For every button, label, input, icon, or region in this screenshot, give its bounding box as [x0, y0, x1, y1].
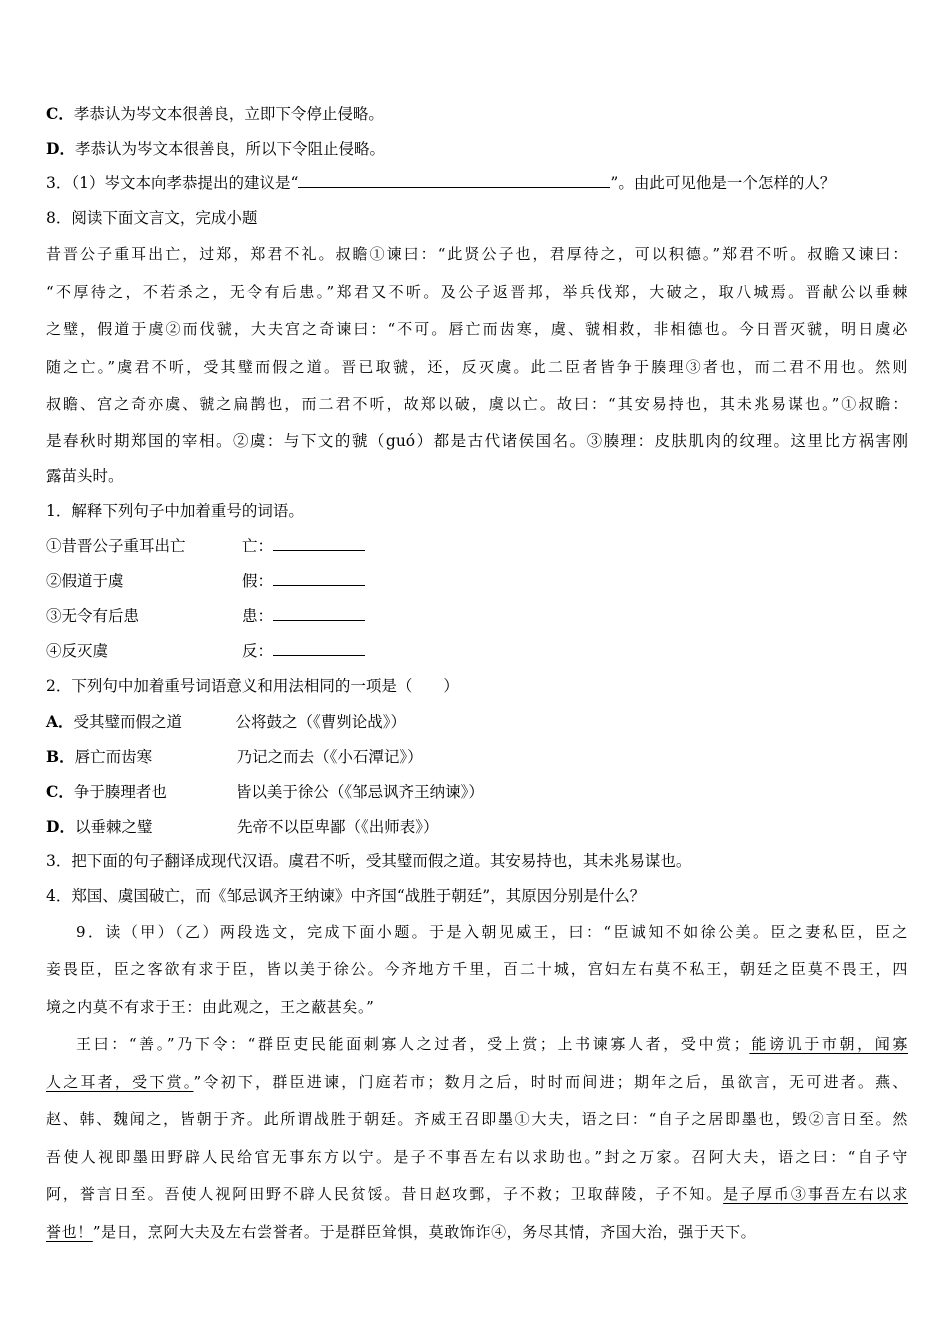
question-prefix: 3．（1）岑文本向孝恭提出的建议是“ [46, 174, 299, 192]
question-3-prev [46, 166, 908, 201]
option-right: 先帝不以臣卑鄙（《出师表》） [236, 817, 439, 836]
option-label: A． [46, 711, 74, 731]
passage-text: 阿，誉言日至。吾使人视阿田野不辟人民贫馁。昔日赵攻鄄，子不救；卫取薛陵，子不知。 [46, 1185, 724, 1203]
passage-line [46, 1064, 908, 1102]
vocab-sentence: ①昔晋公子重耳出亡 [46, 536, 186, 555]
option-d [46, 131, 908, 166]
passage-line: “不厚待之，不若杀之，无令有后患。”郑君又不听。及公子返晋邦，举兵伐郑，大破之，取八城焉。晋献公以垂棘 [46, 282, 908, 301]
option-right: 公将鼓之（《曹刿论战》） [235, 712, 407, 731]
passage-line: 妾畏臣，臣之客欲有求于臣，皆以美于徐公。今齐地方千里，百二十城，宫妇左右莫不私王，朝廷之臣莫不畏王，四 [46, 960, 908, 978]
passage-text: 王曰：“善。”乃下令：“群臣吏民能面刺寡人之过者，受上赏；上书谏寡人者，受中赏； [76, 1035, 750, 1053]
underlined-sentence: 能谤讥于市朝，闻寡 [749, 1035, 908, 1053]
sub-question-1: 1．解释下列句子中加着重号的词语。 [46, 501, 304, 520]
option-label: C． [46, 104, 74, 123]
option-text: 孝恭认为岑文本很善良，所以下令阻止侵略。 [74, 140, 385, 158]
document-page [46, 96, 908, 1251]
option-label: B． [46, 746, 75, 766]
underlined-sentence: 是子厚币③事吾左右以求 [723, 1185, 908, 1203]
vocab-word: 亡： [242, 536, 274, 555]
option-right: 乃记之而去（《小石潭记》） [236, 747, 423, 766]
passage-line: 赵、韩、魏闻之，皆朝于齐。此所谓战胜于朝廷。齐威王召即墨①大夫，语之曰：“自子之居即墨也，毁②言日至。然 [46, 1110, 908, 1128]
choice-option-d[interactable] [46, 809, 908, 844]
choice-option-c[interactable] [46, 774, 908, 809]
notes-line: 露苗头时。 [46, 466, 124, 485]
vocab-item [46, 564, 908, 599]
passage-line [46, 1214, 908, 1252]
passage-line: 9．读（甲）（乙）两段选文，完成下面小题。于是入朝见威王，曰：“臣诚知不如徐公美。臣之妻私臣，臣之 [76, 922, 908, 941]
vocab-word: 假： [242, 571, 274, 590]
option-label: D． [46, 816, 75, 836]
question-8-heading: 8．阅读下面文言文，完成小题 [46, 209, 258, 227]
question-suffix: ”。由此可见他是一个怎样的人？ [610, 174, 836, 192]
vocab-item [46, 599, 908, 634]
vocab-sentence: ③无令有后患 [46, 606, 140, 625]
sub-question-4: 4．郑国、虞国破亡，而《邹忌讽齐王纳谏》中齐国“战胜于朝廷”，其原因分别是什么？ [46, 886, 646, 905]
answer-blank[interactable] [298, 171, 610, 188]
option-text: 孝恭认为岑文本很善良，立即下令停止侵略。 [73, 105, 384, 123]
answer-blank[interactable] [273, 604, 365, 621]
answer-blank[interactable] [273, 639, 365, 656]
choice-option-b[interactable] [46, 739, 908, 774]
option-label: C． [46, 781, 74, 801]
passage-line: 吾使人视即墨田野辟人民给官无事东方以宁。是子不事吾左右以求助也。”封之万家。召阿大夫，语之曰：“自子守 [46, 1147, 908, 1166]
option-left: 争于腠理者也 [73, 782, 167, 801]
option-left: 以垂棘之璧 [74, 817, 153, 836]
underlined-sentence: 誉也！ [46, 1222, 93, 1241]
option-left: 唇亡而齿寒 [74, 747, 153, 766]
answer-blank[interactable] [273, 534, 365, 551]
option-label: D． [46, 139, 75, 158]
answer-blank[interactable] [273, 569, 365, 586]
passage-line: 境之内莫不有求于王：由此观之，王之蔽甚矣。” [46, 997, 375, 1016]
option-left: 受其璧而假之道 [73, 712, 183, 731]
choice-option-a[interactable] [46, 704, 908, 739]
vocab-item [46, 634, 908, 669]
passage-line: 随之亡。”虞君不听，受其璧而假之道。晋已取虢，还，反灭虞。此二臣者皆争于腠理③者也，而二君不用也。然则 [46, 357, 908, 376]
sub-question-2: 2．下列句中加着重号词语意义和用法相同的一项是（ ） [46, 676, 459, 695]
passage-text: ”令初下，群臣进谏，门庭若市；数月之后，时时而间进；期年之后，虽欲言，无可进者。燕、 [193, 1072, 909, 1091]
passage-line: 叔瞻、宫之奇亦虞、虢之扁鹊也，而二君不听，故郑以破，虞以亡。故曰：“其安易持也，其未兆易谋也。”①叔瞻： [46, 395, 908, 413]
vocab-sentence: ④反灭虞 [46, 641, 109, 660]
underlined-sentence: 人之耳者，受下赏。 [46, 1072, 194, 1091]
vocab-word: 患： [242, 606, 274, 625]
sub-question-3: 3．把下面的句子翻译成现代汉语。虞君不听，受其璧而假之道。其安易持也，其未兆易谋也。 [46, 851, 692, 870]
option-c [46, 96, 908, 131]
notes-line: 是春秋时期郑国的宰相。②虞：与下文的虢（guó）都是古代诸侯国名。③腠理：皮肤肌肉的纹理。这里比方祸害刚 [46, 431, 908, 450]
passage-text: ”是日，烹阿大夫及左右尝誉者。于是群臣耸惧，莫敢饰诈④，务尽其情，齐国大治，强于天下。 [92, 1222, 757, 1241]
passage-line [46, 1026, 908, 1064]
vocab-item [46, 529, 908, 564]
option-right: 皆以美于徐公（《邹忌讽齐王纳谏》） [235, 782, 484, 801]
vocab-word: 反： [242, 641, 274, 660]
vocab-sentence: ②假道于虞 [46, 571, 124, 590]
passage-line: 之璧，假道于虞②而伐虢，大夫宫之奇谏曰：“不可。唇亡而齿寒，虞、虢相救，非相德也。今日晋灭虢，明日虞必 [46, 320, 908, 338]
passage-line [46, 1176, 908, 1214]
passage-line: 昔晋公子重耳出亡，过郑，郑君不礼。叔瞻①谏曰：“此贤公子也，君厚待之，可以积德。”郑君不听。叔瞻又谏曰： [46, 245, 908, 263]
